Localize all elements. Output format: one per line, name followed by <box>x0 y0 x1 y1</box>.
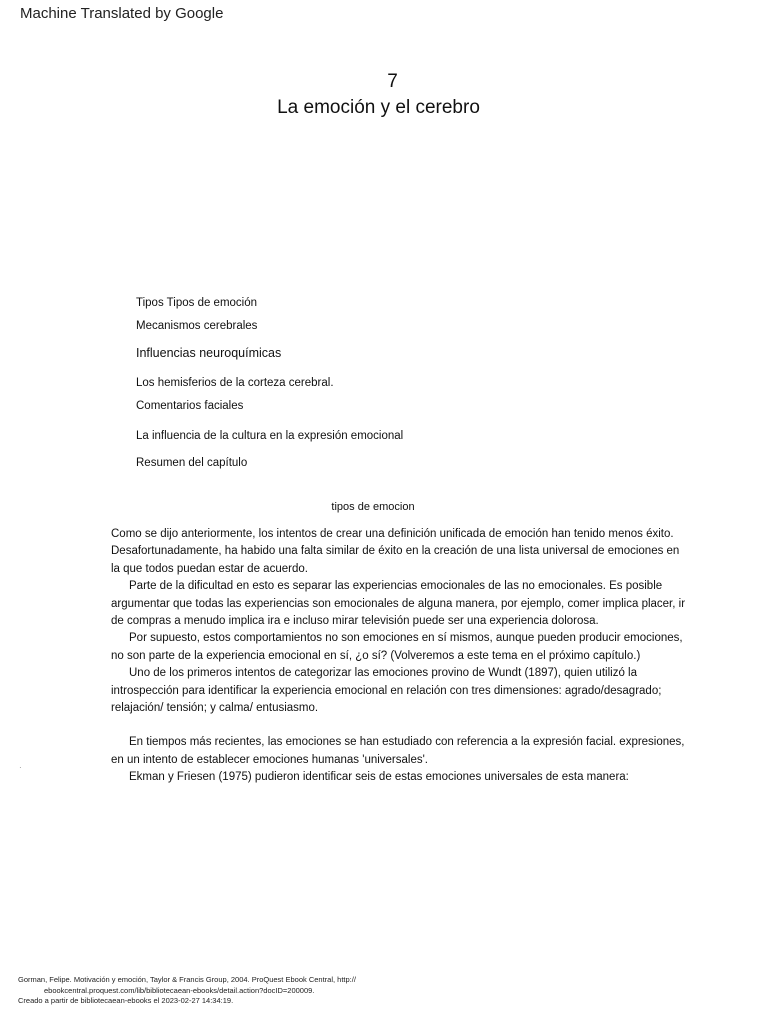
stray-mark: · <box>19 763 22 772</box>
paragraph: En tiempos más recientes, las emociones se han estudiado con referencia a la expresión facial. expresiones, en un intento de establecer emociones humanas 'universales'. <box>111 736 685 766</box>
body-text <box>111 526 686 787</box>
paragraph: Uno de los primeros intentos de categorizar las emociones provino de Wundt (1897), quien utilizó la introspección para identificar la experiencia emocional en relación con tres dimensiones: agrado/desagrado; relajación/ tensión; y calma/ entusiasmo. <box>111 667 662 715</box>
footer-line: Gorman, Felipe. Motivación y emoción, Taylor & Francis Group, 2004. ProQuest Ebook Central, http:// <box>18 975 356 984</box>
paragraph: Como se dijo anteriormente, los intentos de crear una definición unificada de emoción han tenido menos éxito. Desafortunadamente, ha habido una falta similar de éxito en la creación de una lista universal de emociones en la que todos puedan estar de acuerdo. <box>111 528 680 575</box>
footer-line: Creado a partir de bibliotecaean-ebooks el 2023-02-27 14:34:19. <box>18 996 234 1005</box>
chapter-number: 7 <box>387 71 398 92</box>
toc-item-neuroquimicas: Influencias neuroquímicas <box>136 346 282 360</box>
chapter-title: La emoción y el cerebro <box>277 97 480 118</box>
footer-link[interactable]: ebookcentral.proquest.com/lib/bibliotecaean-ebooks/detail.action?docID=200009. <box>44 985 315 995</box>
machine-translated-banner: Machine Translated by Google <box>20 5 224 22</box>
toc-item-hemisferios: Los hemisferios de la corteza cerebral. <box>136 377 334 389</box>
toc-item-cultura: La influencia de la cultura en la expresión emocional <box>136 430 404 442</box>
paragraph: Por supuesto, estos comportamientos no son emociones en sí mismos, aunque pueden producir emociones, no son parte de la experiencia emocional en sí, ¿o sí? (Volveremos a este tema en el próximo capítulo.) <box>111 632 683 662</box>
paragraph: Parte de la dificultad en esto es separar las experiencias emocionales de las no emocionales. Es posible argumentar que todas las experiencias son emocionales de alguna manera, por ejemplo, comer implica placer, ir de compras a menudo implica ira e incluso mirar televisión puede ser una experiencia dolorosa. <box>111 580 686 628</box>
toc-item-comentarios: Comentarios faciales <box>136 400 244 412</box>
toc-item-mecanismos: Mecanismos cerebrales <box>136 320 258 332</box>
toc-item-resumen: Resumen del capítulo <box>136 457 248 469</box>
toc-item-tipos: Tipos Tipos de emoción <box>136 297 258 309</box>
section-heading: tipos de emocion <box>331 501 415 513</box>
paragraph: Ekman y Friesen (1975) pudieron identificar seis de estas emociones universales de esta manera: <box>129 771 629 784</box>
citation-footer <box>18 975 618 1007</box>
